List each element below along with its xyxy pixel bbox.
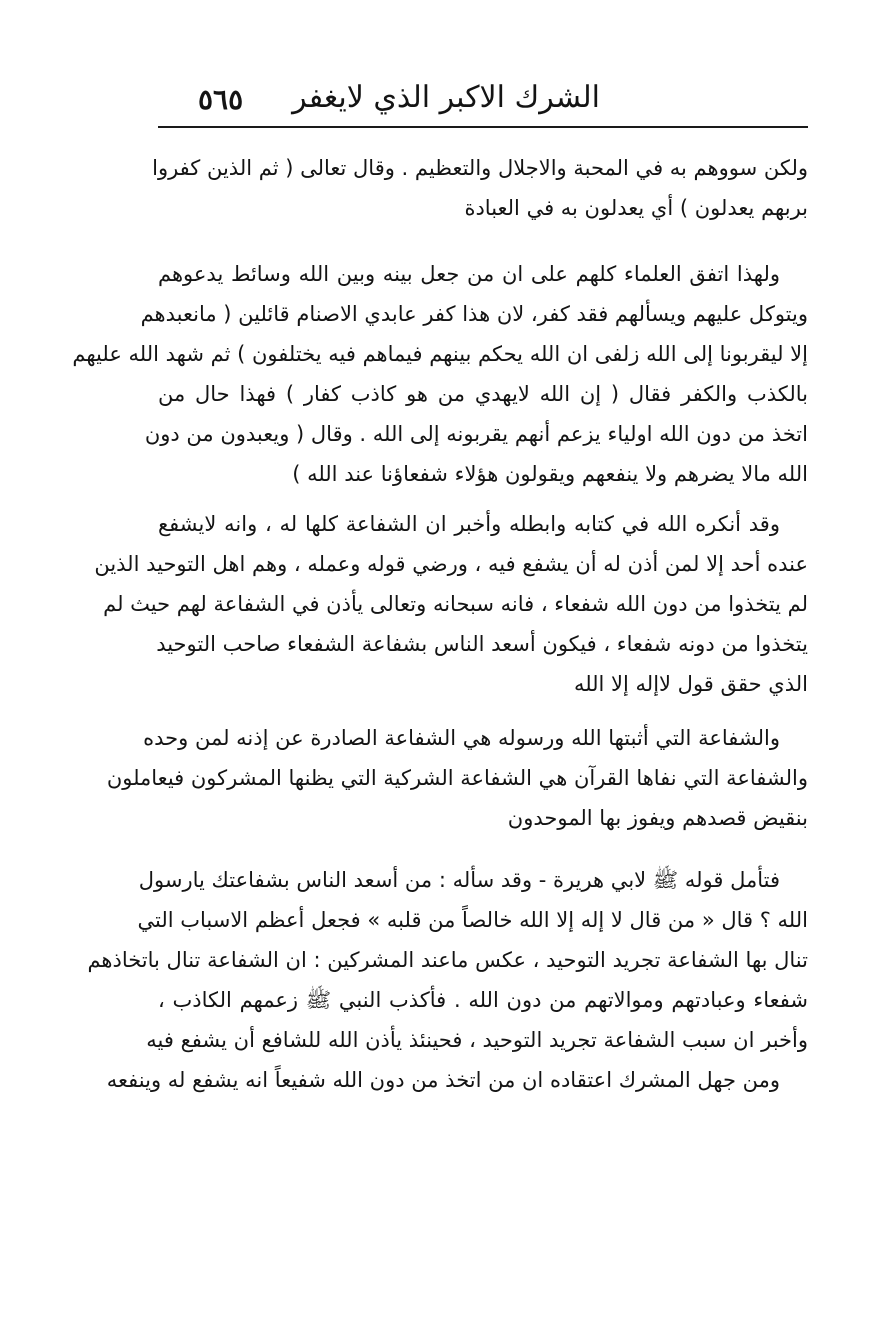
running-title: الشرك الاكبر الذي لايغفر xyxy=(292,80,600,115)
text-line: لم يتخذوا من دون الله شفعاء ، فانه سبحانه وتعالى يأذن في الشفاعة لهم حيث لم xyxy=(103,592,808,616)
text-line: عنده أحد إلا لمن أذن له أن يشفع فيه ، ورضي قوله وعمله ، وهم اهل التوحيد الذين xyxy=(94,552,808,576)
paragraph xyxy=(106,718,808,838)
page-number: ٥٦٥ xyxy=(198,83,244,116)
text-line: والشفاعة التي نفاها القرآن هي الشفاعة الشركية التي يظنها المشركون فيعاملون xyxy=(106,766,808,790)
header-divider xyxy=(158,126,808,128)
paragraph xyxy=(152,148,808,228)
text-line: ولهذا اتفق العلماء كلهم على ان من جعل بينه وبين الله وسائط يدعوهم xyxy=(158,262,780,286)
text-line: تنال بها الشفاعة تجريد التوحيد ، عكس ماعند المشركين : ان الشفاعة تنال باتخاذهم xyxy=(87,948,808,972)
paragraph xyxy=(87,860,808,1100)
text-line: الله ؟ قال « من قال لا إله إلا الله خالصاً من قلبه » فجعل أعظم الاسباب التي xyxy=(137,908,808,932)
text-line: إلا ليقربونا إلى الله زلفى ان الله يحكم بينهم فيماهم فيه يختلفون ) ثم شهد الله عليهم xyxy=(72,342,808,366)
text-line: ولكن سووهم به في المحبة والاجلال والتعظيم . وقال تعالى ( ثم الذين كفروا xyxy=(152,156,808,180)
text-line: والشفاعة التي أثبتها الله ورسوله هي الشفاعة الصادرة عن إذنه لمن وحده xyxy=(143,726,780,750)
text-line: ويتوكل عليهم ويسألهم فقد كفر، لان هذا كفر عابدي الاصنام قائلين ( مانعبدهم xyxy=(140,302,808,326)
text-line: الذي حقق قول لاإله إلا الله xyxy=(573,672,808,696)
text-line: بالكذب والكفر فقال ( إن الله لايهدي من هو كاذب كفار ) فهذا حال من xyxy=(158,382,808,406)
text-line: اتخذ من دون الله اولياء يزعم أنهم يقربونه إلى الله . وقال ( ويعبدون من دون xyxy=(144,422,808,446)
text-line: ومن جهل المشرك اعتقاده ان من اتخذ من دون الله شفيعاً انه يشفع له وينفعه xyxy=(106,1068,780,1092)
paragraph xyxy=(72,254,808,494)
text-line: وقد أنكره الله في كتابه وابطله وأخبر ان الشفاعة كلها له ، وانه لايشفع xyxy=(158,512,780,536)
text-line: بربهم يعدلون ) أي يعدلون به في العبادة xyxy=(464,196,808,220)
text-line: وأخبر ان سبب الشفاعة تجريد التوحيد ، فحينئذ يأذن الله للشافع أن يشفع فيه xyxy=(146,1028,808,1052)
text-line: شفعاء وعبادتهم وموالاتهم من دون الله . فأكذب النبي ﷺ زعمهم الكاذب ، xyxy=(158,988,808,1012)
text-line: يتخذوا من دونه شفعاء ، فيكون أسعد الناس بشفاعة الشفعاء صاحب التوحيد xyxy=(156,632,808,656)
text-line: بنقيض قصدهم ويفوز بها الموحدون xyxy=(507,806,808,830)
paragraph xyxy=(94,504,808,704)
text-line: الله مالا يضرهم ولا ينفعهم ويقولون هؤلاء شفعاؤنا عند الله ) xyxy=(292,462,808,486)
body-text xyxy=(72,148,808,1100)
page-header xyxy=(160,78,600,128)
text-line: فتأمل قوله ﷺ لابي هريرة - وقد سأله : من أسعد الناس بشفاعتك يارسول xyxy=(138,868,780,892)
